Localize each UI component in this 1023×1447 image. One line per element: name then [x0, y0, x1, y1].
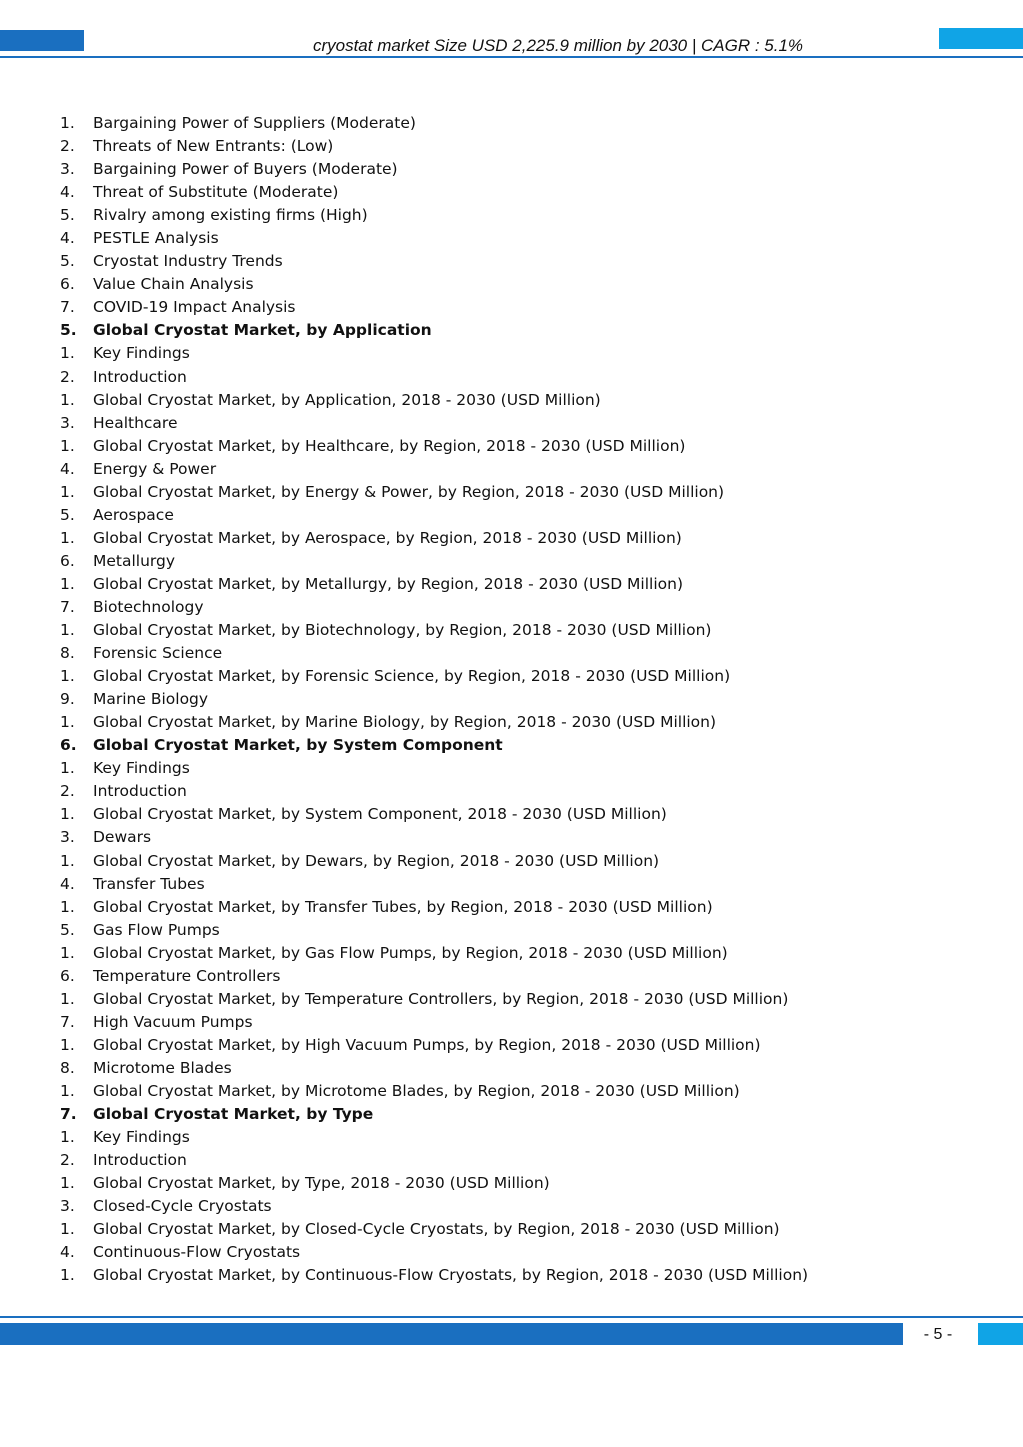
toc-item-number: 7. — [60, 1012, 75, 1031]
toc-item-label: Aerospace — [93, 505, 174, 524]
toc-item-label: Global Cryostat Market, by Type — [93, 1105, 374, 1124]
toc-item-number: 1. — [60, 1128, 75, 1147]
toc-item-label: Introduction — [93, 782, 187, 801]
toc-item — [60, 389, 808, 412]
toc-item-number: 4. — [60, 183, 75, 202]
toc-item — [60, 873, 808, 896]
toc-item-label: PESTLE Analysis — [93, 229, 219, 248]
toc-item — [60, 342, 808, 365]
toc-item-number: 6. — [60, 551, 75, 570]
toc-item — [60, 1126, 808, 1149]
toc-item-number: 5. — [60, 920, 75, 939]
toc-item — [60, 412, 808, 435]
toc-item-number: 1. — [60, 667, 75, 686]
toc-item — [60, 803, 808, 826]
toc-item — [60, 158, 808, 181]
toc-item-label: Gas Flow Pumps — [93, 920, 220, 939]
toc-item-number: 1. — [60, 528, 75, 547]
toc-item-label: Global Cryostat Market, by Transfer Tubes, by Region, 2018 - 2030 (USD Million) — [93, 897, 713, 916]
toc-item-number: 3. — [60, 160, 75, 179]
toc-item — [60, 366, 808, 389]
toc-item — [60, 596, 808, 619]
toc-item — [60, 458, 808, 481]
toc-item — [60, 112, 808, 135]
toc-item-label: COVID-19 Impact Analysis — [93, 298, 296, 317]
toc-item-label: Bargaining Power of Suppliers (Moderate) — [93, 114, 416, 132]
header-rule — [0, 56, 1023, 58]
toc-item-label: Global Cryostat Market, by Application, 2018 - 2030 (USD Million) — [93, 390, 601, 409]
toc-item-label: Transfer Tubes — [93, 874, 205, 893]
toc-item-number: 5. — [60, 252, 75, 271]
toc-item-number: 1. — [60, 1035, 75, 1054]
toc-item-label: Global Cryostat Market, by Biotechnology, by Region, 2018 - 2030 (USD Million) — [93, 621, 712, 640]
toc-item-number: 1. — [60, 1266, 75, 1285]
toc-item-number: 3. — [60, 1197, 75, 1216]
toc-item-label: Key Findings — [93, 759, 190, 778]
toc-item — [60, 504, 808, 527]
toc-item-number: 1. — [60, 114, 75, 132]
toc-item-label: Bargaining Power of Buyers (Moderate) — [93, 160, 398, 179]
toc-item-number: 1. — [60, 1220, 75, 1239]
toc-item-label: Global Cryostat Market, by Aerospace, by Region, 2018 - 2030 (USD Million) — [93, 528, 682, 547]
toc-item — [60, 1103, 808, 1126]
toc-item-number: 6. — [60, 966, 75, 985]
toc-item — [60, 665, 808, 688]
toc-item-number: 8. — [60, 644, 75, 663]
toc-item-label: Global Cryostat Market, by Dewars, by Region, 2018 - 2030 (USD Million) — [93, 851, 660, 870]
toc-item-number: 7. — [60, 298, 75, 317]
toc-item-label: Global Cryostat Market, by System Component, 2018 - 2030 (USD Million) — [93, 805, 667, 824]
toc-item-label: Continuous-Flow Cryostats — [93, 1243, 301, 1262]
table-of-contents — [60, 112, 808, 1287]
toc-item — [60, 1195, 808, 1218]
toc-item-number: 1. — [60, 805, 75, 824]
toc-item — [60, 757, 808, 780]
toc-item — [60, 711, 808, 734]
toc-item-label: Global Cryostat Market, by Marine Biology, by Region, 2018 - 2030 (USD Million) — [93, 713, 717, 732]
toc-item-number: 3. — [60, 413, 75, 432]
toc-item-label: Threat of Substitute (Moderate) — [93, 183, 339, 202]
toc-item-number: 4. — [60, 1243, 75, 1262]
toc-item-label: Key Findings — [93, 1128, 190, 1147]
toc-item-label: Global Cryostat Market, by Temperature Controllers, by Region, 2018 - 2030 (USD Million) — [93, 989, 789, 1008]
toc-item-number: 7. — [60, 597, 75, 616]
toc-item — [60, 734, 808, 757]
toc-item — [60, 273, 808, 296]
toc-item-label: Global Cryostat Market, by System Component — [93, 736, 503, 755]
toc-item — [60, 642, 808, 665]
toc-item-number: 3. — [60, 828, 75, 847]
toc-item — [60, 550, 808, 573]
toc-item — [60, 250, 808, 273]
toc-item-label: Global Cryostat Market, by Continuous-Flow Cryostats, by Region, 2018 - 2030 (USD Million) — [93, 1266, 809, 1285]
toc-item — [60, 481, 808, 504]
toc-item-label: Global Cryostat Market, by Energy & Power, by Region, 2018 - 2030 (USD Million) — [93, 482, 725, 501]
toc-item-number: 1. — [60, 1174, 75, 1193]
toc-item-label: Dewars — [93, 828, 152, 847]
toc-item-number: 1. — [60, 1081, 75, 1100]
toc-item-number: 2. — [60, 367, 75, 386]
toc-item-label: Biotechnology — [93, 597, 204, 616]
toc-item — [60, 1011, 808, 1034]
toc-item-number: 1. — [60, 759, 75, 778]
toc-item — [60, 919, 808, 942]
toc-item — [60, 1080, 808, 1103]
toc-item — [60, 181, 808, 204]
toc-item-number: 5. — [60, 505, 75, 524]
toc-item-label: Closed-Cycle Cryostats — [93, 1197, 272, 1216]
toc-item-number: 1. — [60, 574, 75, 593]
toc-item — [60, 573, 808, 596]
toc-item-number: 4. — [60, 874, 75, 893]
toc-item-number: 1. — [60, 989, 75, 1008]
toc-item-number: 5. — [60, 321, 77, 340]
toc-item — [60, 527, 808, 550]
toc-item — [60, 204, 808, 227]
toc-item — [60, 227, 808, 250]
toc-item-label: Forensic Science — [93, 644, 223, 663]
toc-item-label: Threats of New Entrants: (Low) — [93, 137, 334, 156]
toc-item-number: 4. — [60, 459, 75, 478]
page-number: - 5 - — [923, 1326, 953, 1343]
toc-item — [60, 1149, 808, 1172]
toc-item — [60, 942, 808, 965]
toc-item — [60, 1241, 808, 1264]
toc-item — [60, 1034, 808, 1057]
toc-item-label: Global Cryostat Market, by Closed-Cycle Cryostats, by Region, 2018 - 2030 (USD Million) — [93, 1220, 780, 1239]
toc-item-number: 6. — [60, 736, 77, 755]
toc-item-number: 1. — [60, 436, 75, 455]
footer-bar — [0, 1323, 903, 1345]
toc-item-number: 1. — [60, 713, 75, 732]
toc-item-label: Introduction — [93, 367, 187, 386]
toc-item-label: Marine Biology — [93, 690, 209, 709]
toc-item — [60, 1172, 808, 1195]
toc-item-label: Global Cryostat Market, by Microtome Blades, by Region, 2018 - 2030 (USD Million) — [93, 1081, 740, 1100]
toc-item-label: Temperature Controllers — [93, 966, 281, 985]
toc-item — [60, 1264, 808, 1287]
toc-item — [60, 826, 808, 849]
toc-item — [60, 435, 808, 458]
toc-item-label: Energy & Power — [93, 459, 217, 478]
toc-item-number: 1. — [60, 390, 75, 409]
toc-item-number: 8. — [60, 1058, 75, 1077]
toc-item-label: High Vacuum Pumps — [93, 1012, 253, 1031]
toc-item-label: Cryostat Industry Trends — [93, 252, 283, 271]
toc-item-number: 1. — [60, 851, 75, 870]
toc-item — [60, 988, 808, 1011]
toc-item — [60, 965, 808, 988]
toc-item-number: 1. — [60, 482, 75, 501]
toc-item-label: Value Chain Analysis — [93, 275, 254, 294]
footer-rule — [0, 1316, 1023, 1318]
toc-item-label: Global Cryostat Market, by Forensic Science, by Region, 2018 - 2030 (USD Million) — [93, 667, 731, 686]
toc-item — [60, 850, 808, 873]
toc-item-label: Healthcare — [93, 413, 178, 432]
toc-item-label: Global Cryostat Market, by Type, 2018 - 2030 (USD Million) — [93, 1174, 550, 1193]
toc-item-label: Metallurgy — [93, 551, 176, 570]
toc-item — [60, 619, 808, 642]
toc-item-label: Rivalry among existing firms (High) — [93, 206, 368, 225]
toc-item — [60, 896, 808, 919]
toc-item-number: 7. — [60, 1105, 77, 1124]
footer-accent-right — [978, 1323, 1023, 1345]
toc-item-number: 1. — [60, 943, 75, 962]
toc-item-label: Introduction — [93, 1151, 187, 1170]
toc-item-number: 4. — [60, 229, 75, 248]
page-header-title: cryostat market Size USD 2,225.9 million by 2030 | CAGR : 5.1% — [312, 36, 804, 55]
toc-item-number: 2. — [60, 1151, 75, 1170]
toc-item-number: 1. — [60, 344, 75, 363]
toc-item-label: Global Cryostat Market, by Healthcare, by Region, 2018 - 2030 (USD Million) — [93, 436, 686, 455]
toc-item — [60, 296, 808, 319]
toc-item-number: 9. — [60, 690, 75, 709]
toc-item-label: Microtome Blades — [93, 1058, 232, 1077]
toc-item-label: Key Findings — [93, 344, 190, 363]
toc-item-number: 2. — [60, 782, 75, 801]
toc-item-number: 6. — [60, 275, 75, 294]
toc-item-number: 1. — [60, 897, 75, 916]
toc-item-label: Global Cryostat Market, by Metallurgy, by Region, 2018 - 2030 (USD Million) — [93, 574, 684, 593]
toc-item-label: Global Cryostat Market, by Application — [93, 321, 432, 340]
toc-item-label: Global Cryostat Market, by High Vacuum Pumps, by Region, 2018 - 2030 (USD Million) — [93, 1035, 761, 1054]
toc-item — [60, 780, 808, 803]
toc-item — [60, 135, 808, 158]
toc-item — [60, 1218, 808, 1241]
toc-item-number: 1. — [60, 621, 75, 640]
toc-item — [60, 1057, 808, 1080]
toc-item-number: 2. — [60, 137, 75, 156]
toc-item-number: 5. — [60, 206, 75, 225]
toc-item — [60, 319, 808, 342]
toc-item-label: Global Cryostat Market, by Gas Flow Pumps, by Region, 2018 - 2030 (USD Million) — [93, 943, 728, 962]
toc-item — [60, 688, 808, 711]
